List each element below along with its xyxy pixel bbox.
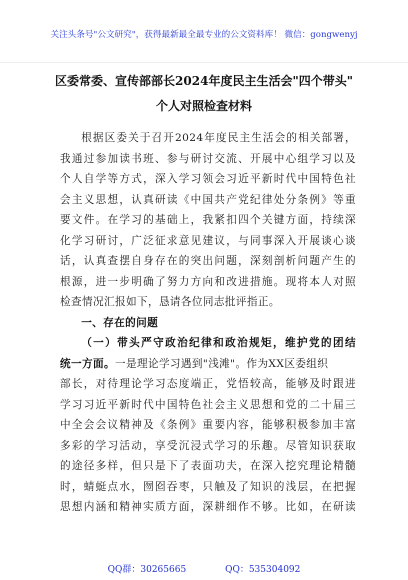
paragraph-line: 要文件。在学习的基础上，我紧扣四个关键方面，持续深	[60, 214, 356, 226]
watermark-header	[0, 0, 408, 63]
section-heading: 一、存在的问题	[81, 316, 159, 329]
header-promo-text: 关注头条号"公文研究"，获得最新最全最专业的公文资料库！ 微信：gongwenyj	[50, 30, 358, 40]
paragraph-line: 检查情况汇报如下，恳请各位同志批评指正。	[60, 296, 280, 308]
sub-heading-continued	[60, 354, 356, 375]
document-body	[60, 128, 356, 518]
footer-qq-group: QQ群：30265665	[107, 565, 187, 575]
document-subtitle: 个人对照检查材料	[155, 99, 252, 113]
paragraph-line: 根源，进一步明确了努力方向和改进措施。现将本人对照	[60, 275, 356, 288]
paragraph-line: 根据区委关于召开2024年度民主生活会的相关部署，	[81, 132, 356, 144]
paragraph-line: 时，蜻蜓点水，囫囵吞枣，只触及了知识的浅层，在把握	[60, 480, 356, 493]
paragraph-line: 思想内涵和精神实质方面，深耕细作不够。比如，在研读	[60, 501, 356, 513]
paragraph-line: 部长，对待理论学习态度端正，党悟较高，能够及时跟进	[60, 378, 356, 390]
document-title: 区委常委、宣传部部长2024年度民主生活会"四个带头"	[55, 74, 353, 88]
paragraph-line: 我通过参加读书班、参与研讨交流、开展中心组学习以及	[60, 152, 356, 165]
footer-qq-number: QQ：535304092	[225, 565, 301, 575]
paragraph-line: 学习习近平新时代中国特色社会主义思想和党的二十届三	[60, 398, 356, 411]
watermark-footer	[0, 562, 408, 575]
sub-heading-end: 统一方面。	[60, 357, 115, 370]
paragraph-line: 化学习研讨，广泛征求意见建议，与同事深入开展谈心谈	[60, 234, 356, 247]
paragraph-line: 中全会会议精神及《条例》重要内容，能够积极参加丰富	[60, 419, 356, 431]
paragraph-line: 个人自学等方式，深入学习领会习近平新时代中国特色社	[60, 173, 356, 185]
paragraph-line: 多彩的学习活动，享受沉浸式学习的乐趣。尽管知识获取	[60, 439, 356, 452]
paragraph-line: 会主义思想，认真研读《中国共产党纪律处分条例》等重	[60, 193, 356, 206]
sub-heading-rest-text: 一是理论学习遇到"浅滩"。作为XX区委组织	[114, 357, 329, 370]
sub-heading: （一）带头严守政治纪律和政治规矩，维护党的团结	[81, 337, 356, 349]
paragraph-line: 的途径多样，但只是下了表面功夫，在深入挖究理论精髓	[60, 460, 356, 472]
paragraph-line: 话，认真查摆自身存在的突出问题，深刻剖析问题产生的	[60, 255, 356, 267]
